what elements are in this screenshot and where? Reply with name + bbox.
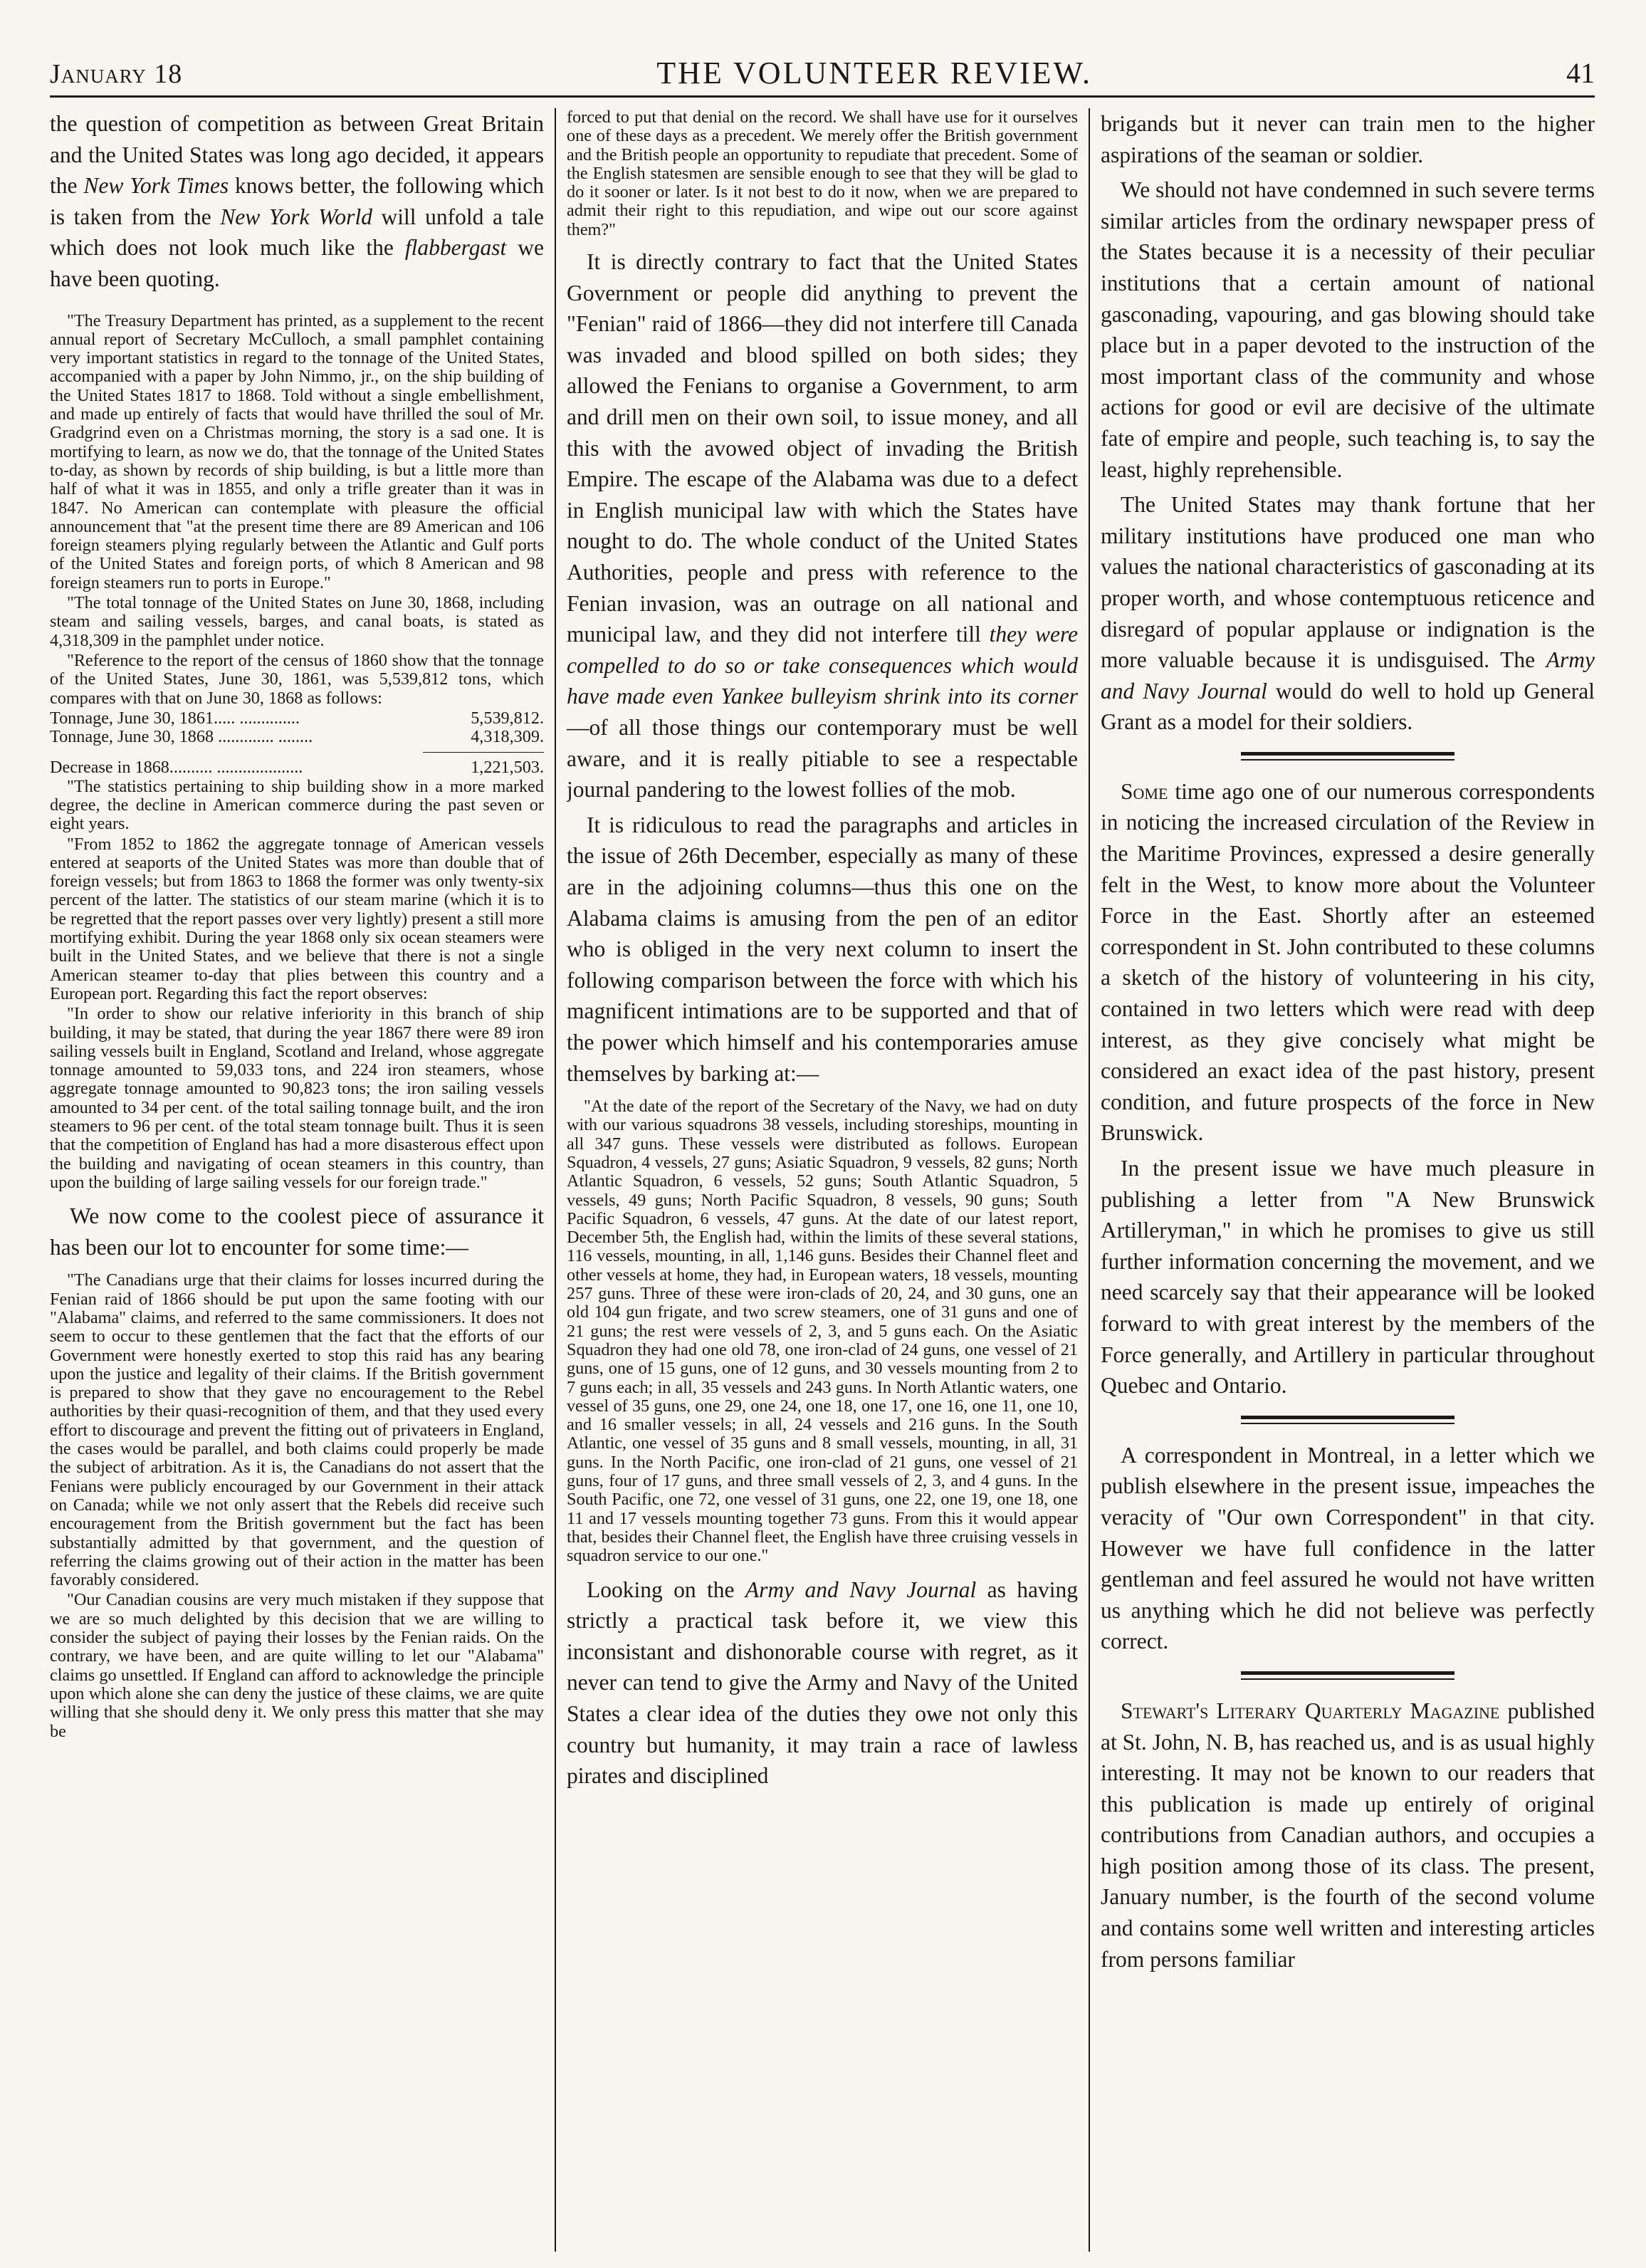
quoted-extract: "In order to show our relative inferiority in this branch of ship building, it may be stated, that during the year 1867 there were 89 iron sailing vessels built in England, Scotland and Ireland, whose aggregate tonnage amounted to 59,033 tons, and 224 iron steamers, whose aggregate tonnage amounted to 90,823 tons; the iron sailing vessels amounted to 34 per cent. of the total sailing tonnage built, and the iron steamers to 96 per cent. of the total steam tonnage built. Thus it is seen that the competition of England has had a more disasterous effect upon the building and navigating of ocean steamers in this country, than upon the building of large sailing vessels for our foreign trade." (50, 1004, 544, 1192)
journal-name: Army and Navy Journal (1101, 647, 1595, 704)
newspaper-name: New York Times (83, 173, 229, 199)
quoted-extract: "At the date of the report of the Secretary of the Navy, we had on duty with our various squadrons 38 vessels, including storeships, mounting in all 347 guns. These vessels were distributed as follows. European Squadron, 4 vessels, 27 guns; Asiatic Squadron, 9 vessels, 82 guns; North Atlantic Squadron, 6 vessels, 52 guns; South Atlantic Squadron, 5 vessels, 49 guns; North Pacific Squadron, 8 vessels, 90 guns; South Pacific Squadron, 6 vessels, 47 guns. At the date of our latest report, December 5th, the English had, within the limits of these several stations, 116 vessels, mounting, in all, 1,146 guns. Besides their Channel fleet and other vessels at home, they had, in European waters, 18 vessels, mounting 257 guns. Three of these were iron-clads of 20, 24, and 30 guns, one an old 104 gun frigate, and two screw steamers, one of 31 guns and one of 21 guns; the rest were vessels of 2, 3, and 5 guns each. On the Asiatic Squadron they had one old 78, one iron-clad of 24 guns, one vessel of 21 guns, one of 15 guns, one of 12 guns, and 30 vessels mounting from 2 to 7 guns each; in all, 35 vessels and 243 guns. In North Atlantic waters, one vessel of 35 guns, one 29, one 24, one 18, one 17, one 16, one 11, one 10, and 16 smaller vessels; in all, 24 vessels and 216 guns. In the South Atlantic, one vessel of 35 guns and 8 small vessels, mounting, in all, 31 guns. In the North Pacific, one iron-clad of 21 guns, one vessel of 21 guns, four of 17 guns, and three small vessels of 2, 3, and 4 guns. In the South Pacific, one 72, one vessel of 31 guns, one 22, one 19, one 18, one 11 and 17 vessels mounting together 73 guns. From this it would appear that, besides their Channel fleet, the English have three cruising vessels in squadron service to our one." (567, 1097, 1078, 1566)
column-1 (50, 108, 544, 2252)
quoted-word: flabbergast (404, 235, 507, 261)
quoted-extract: "The total tonnage of the United States on June 30, 1868, including steam and sailing vessels, barges, and canal boats, is stated as 4,318,309 in the pamphlet under notice. (50, 593, 544, 650)
article-paragraph: We should not have condemned in such severe terms similar articles from the ordinary newspaper press of the States because it is a necessity of their peculiar institutions that a certain amount of national gasconading, vapouring, and gas blowing should take place but in a paper devoted to the instruction of the most important class of the community and whose actions for good or evil are decisive of the ultimate fate of empire and people, such teaching is, to say the least, highly reprehensible. (1101, 177, 1595, 482)
article-paragraph: the question of competition as between Great Britain and the United States was long ago decided, it appears the New York Times knows better, the following which is taken from the New York World will unfold a tale which does not look much like the flabbergast we have been quoting. (50, 111, 544, 291)
tonnage-row: Tonnage, June 30, 1861..... .............. 5,539,812. (50, 708, 544, 728)
quoted-extract: "From 1852 to 1862 the aggregate tonnage of American vessels entered at seaports of the United States was more than double that of foreign vessels; but from 1863 to 1868 the former was only twenty-six percent of the latter. The statistics of our steam marine (which it is to be regretted that the report passes over very lightly) present a still more mortifying exhibit. During the year 1868 only six ocean steamers were built in the United States, and we believe that there is not a single American steamer to-day that plies between this country and a European port. Regarding this fact the report observes: (50, 834, 544, 1003)
column-3 (1101, 108, 1595, 2252)
article-paragraph: The United States may thank fortune that her military institutions have produced one man who values the national characteristics of gasconading at its proper worth, and whose contemptuous reticence and disregard of popular applause or indignation is the more valuable because it is undisguised. The Army and Navy Journal would do well to hold up General Grant as a model for their soldiers. (1101, 492, 1595, 735)
magazine-name: Stewart's Literary Quarterly Magazine (1121, 1698, 1500, 1723)
issue-date: January 18 (50, 59, 183, 89)
quoted-extract: "Reference to the report of the census of 1860 show that the tonnage of the United States, June 30, 1861, was 5,539,812 tons, which compares with that on June 30, 1868 as follows: (50, 650, 544, 708)
quoted-extract: "The Treasury Department has printed, as a supplement to the recent annual report of Secretary McCulloch, a small pamphlet containing very important statistics in regard to the tonnage of the United States, accompanied with a paper by John Nimmo, jr., on the ship building of the United States 1817 to 1868. Told without a single embellishment, and made up entirely of facts that would have thrilled the soul of Mr. Gradgrind even on a Christmas morning, the story is a sad one. It is mortifying to learn, as now we do, that the tonnage of the United States to-day, as shown by records of ship building, is but a little more than half of what it was in 1855, and only a trifle greater than it was in 1847. No American can contemplate with pleasure the official announcement that "at the present time there are 89 American and 106 foreign steamers plying regularly between the Atlantic and Gulf ports of the United States and foreign ports, of which 8 American and 98 foreign steamers run to ports in Europe." (50, 310, 544, 592)
column-2 (567, 108, 1078, 2252)
page-header (50, 53, 1595, 98)
emphasis-text: they were compelled to do so or take consequences which would have made even Yankee bulleyism shrink into its corner (567, 622, 1078, 709)
quoted-extract: "Our Canadian cousins are very much mistaken if they suppose that we are so much delighted by this decision that we are willing to consider the subject of paying their losses by the Fenian raids. On the contrary, we have been, and are quite willing to let our "Alabama" claims go unsettled. If England can afford to acknowledge the principle upon which alone she can deny the justice of these claims, we are quite willing that she should deny it. We only press this matter that she may be (50, 1590, 544, 1741)
section-separator (1241, 1671, 1454, 1680)
article-paragraph: A correspondent in Montreal, in a letter which we publish elsewhere in the present issue, impeaches the veracity of "Our own Correspondent" in that city. However we have full confidence in the latter gentleman and feel assured he would not have written us anything which he did not believe was perfectly correct. (1101, 1442, 1595, 1654)
article-paragraph: Stewart's Literary Quarterly Magazine published at St. John, N. B, has reached us, and is as usual highly interesting. It may not be known to our readers that this publication is made up entirely of original contributions from Canadian authors, and occupies a high position among those of its class. The present, January number, is the fourth of the second volume and contains some well written and interesting articles from persons familiar (1101, 1698, 1595, 1972)
article-paragraph: It is ridiculous to read the paragraphs and articles in the issue of 26th December, especially as many of these are in the adjoining columns—thus this one on the Alabama claims is amusing from the pen of an editor who is obliged in the very next column to insert the following comparison between the force with which his magnificent intimations are to be supported and that of the power which himself and his contemporaries amuse themselves by barking at:— (567, 812, 1078, 1086)
quoted-extract: forced to put that denial on the record. We shall have use for it ourselves one of these days as a precedent. We merely offer the British government and the British people an opportunity to repudiate that precedent. Some of the English statesmen are sensible enough to see that they will be glad to do it sooner or later. Is it not best to do it now, when we are prepared to admit their right to this repudiation, and wipe out our score against them?" (567, 108, 1078, 239)
section-separator (1241, 1416, 1454, 1424)
article-paragraph: Looking on the Army and Navy Journal as having strictly a practical task before it, we view this inconsistant and dishonorable course with regret, as it never can tend to give the Army and Navy of the United States a clear idea of the duties they owe not only this country but humanity, it may train a race of lawless pirates and disciplined (567, 1577, 1078, 1789)
tonnage-row: Tonnage, June 30, 1868 ............. ........ 4,318,309. (50, 727, 544, 747)
page-number: 41 (1566, 57, 1595, 89)
article-paragraph: It is directly contrary to fact that the United States Government or people did anything to prevent the "Fenian" raid of 1866—they did not interfere till Canada was invaded and blood spilled on both sides; they allowed the Fenians to organise a Government, to arm and drill men on their own soil, to issue money, and all this with the avowed object of invading the British Empire. The escape of the Alabama was due to a defect in English municipal law with which the States have nought to do. The whole conduct of the United States Authorities, people and press with reference to the Fenian invasion, was an outrage on all national and municipal law, and they did not interfere till they were compelled to do so or take consequences which would have made even Yankee bulleyism shrink into its corner—of all those things our contemporary must be well aware, and it is really pitiable to see a respectable journal pandering to the lowest follies of the mob. (567, 249, 1078, 803)
quoted-extract: "The statistics pertaining to ship building show in a more marked degree, the decline in American commerce during the past seven or eight years. (50, 776, 544, 834)
article-paragraph: In the present issue we have much pleasure in publishing a letter from "A New Brunswick Artilleryman," in which he promises to give us still further information concerning the movement, and we need scarcely say that their appearance will be looked forward to with great interest by the members of the Force generally, and Artillery in particular throughout Quebec and Ontario. (1101, 1156, 1595, 1399)
publication-title: THE VOLUNTEER REVIEW. (656, 56, 1093, 90)
article-paragraph: Some time ago one of our numerous correspondents in noticing the increased circulation of the Review in the Maritime Provinces, expressed a desire generally felt in the West, to know more about the Volunteer Force in the East. Shortly after an esteemed correspondent in St. John contributed to these columns a sketch of the history of volunteering in his city, contained in two letters which were read with deep interest, as they give concisely what might be considered an exact idea of the past history, present condition, and future prospects of the force in New Brunswick. (1101, 778, 1595, 1146)
journal-name: Army and Navy Journal (745, 1577, 977, 1602)
article-paragraph: We now come to the coolest piece of assurance it has been our lot to encounter for some time:— (50, 1203, 544, 1260)
quoted-extract: "The Canadians urge that their claims for losses incurred during the Fenian raid of 1866 should be put upon the same footing with our "Alabama" claims, and referred to the same commissioners. It does not seem to occur to these gentlemen that the fact that the efforts of our Government were honestly exerted to stop this raid has any bearing upon the justice and legality of their claims. If the British government is prepared to show that they gave no encouragement to the Rebel authorities by their quasi-recognition of them, and that they used every effort to discourage and prevent the fitting out of privateers in England, the cases would be parallel, and both claims could properly be made the subject of arbitration. As it is, the Canadians do not assert that the Fenians were publicly encouraged by our Government in their attack on Canada; while we not only assert that the Rebels did receive such encouragement from the British government but the fact has been substantially admitted by that government, and the question of referring the claims growing out of their action in the matter has been favorably considered. (50, 1270, 544, 1590)
section-separator (1241, 752, 1454, 761)
newspaper-name: New York World (220, 204, 372, 229)
article-paragraph: brigands but it never can train men to the higher aspirations of the seaman or soldier. (1101, 111, 1595, 167)
column-rule-left (555, 108, 556, 2252)
sum-rule (423, 752, 544, 753)
column-rule-right (1089, 108, 1090, 2252)
tonnage-row: Decrease in 1868.......... .................... 1,221,503. (50, 758, 544, 778)
